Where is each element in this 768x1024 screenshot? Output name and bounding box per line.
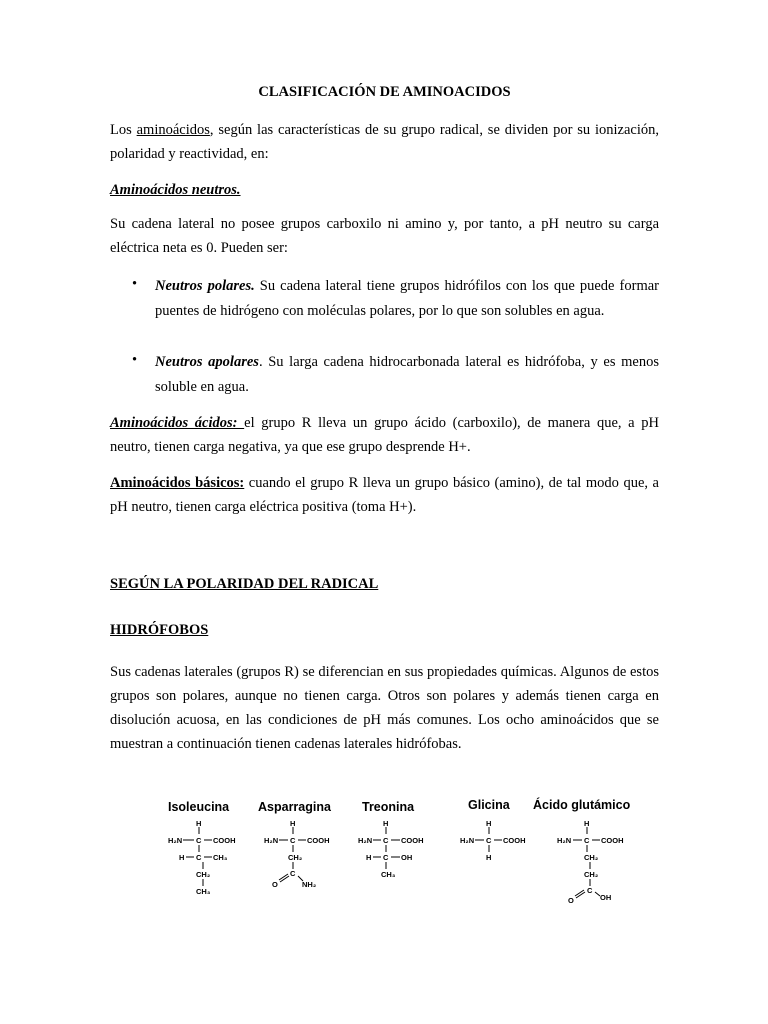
intro-paragraph (110, 118, 659, 166)
basicos-text: cuando el grupo R lleva un grupo básico (amino), de tal modo que, a pH neutro, tienen carga eléctrica positiva (toma H+). (110, 475, 659, 515)
atom-c: C (290, 836, 296, 845)
atom-o: O (568, 896, 574, 905)
atom-ch2: CH₂ (288, 853, 303, 862)
label-isoleucina: Isoleucina (168, 800, 230, 814)
atom-ch2: CH₂ (196, 870, 211, 879)
acidos-text: el grupo R lleva un grupo ácido (carboxilo), de manera que, a pH neutro, tienen carga negativa, ya que ese grupo desprende H+. (110, 415, 659, 455)
atom-amine: H₂N (557, 836, 572, 845)
atom-amine: H₂N (168, 836, 183, 845)
basicos-paragraph (110, 471, 659, 519)
basicos-heading: Aminoácidos básicos: (110, 475, 245, 491)
aminoacidos-link[interactable]: aminoácidos (136, 122, 210, 138)
atom-c: C (290, 869, 296, 878)
atom-cooh: COOH (503, 836, 526, 845)
atom-c: C (486, 836, 492, 845)
atom-c: C (584, 836, 590, 845)
atom-oh: OH (600, 893, 612, 902)
atom-ch2: CH₂ (584, 853, 599, 862)
list-item-neutros-apolares (155, 350, 659, 400)
atom-c: C (196, 836, 202, 845)
atom-amine: H₂N (460, 836, 475, 845)
atom-c: C (587, 886, 593, 895)
acidos-heading: Aminoácidos ácidos: (110, 415, 245, 431)
atom-c: C (196, 853, 202, 862)
atom-ch3: CH₃ (381, 870, 396, 879)
atom-h: H (584, 819, 590, 828)
atom-c: C (383, 836, 389, 845)
list-item-text: Su cadena lateral tiene grupos hidrófilos con los que puede formar puentes de hidrógeno con moléculas polares, por lo que son solubles en agua. (155, 278, 659, 319)
label-asparragina: Asparragina (258, 800, 331, 814)
label-acido-glutamico: Ácido glutámico (533, 798, 631, 812)
atom-ch2: CH₂ (584, 870, 599, 879)
atom-h: H (486, 853, 492, 862)
acidos-paragraph (110, 411, 659, 459)
section-heading-polaridad: SEGÚN LA POLARIDAD DEL RADICAL (110, 576, 379, 592)
list-item-term: Neutros apolares (155, 354, 259, 370)
label-treonina: Treonina (362, 800, 415, 814)
atom-cooh: COOH (213, 836, 236, 845)
atom-ch3: CH₃ (196, 887, 211, 896)
label-glicina: Glicina (468, 798, 510, 812)
atom-cooh: COOH (307, 836, 330, 845)
atom-amine: H₂N (358, 836, 373, 845)
atom-nh2: NH₂ (302, 880, 317, 889)
atom-h: H (366, 853, 372, 862)
intro-rest: , según las características de su grupo radical, se dividen por su ionización, polaridad y reactividad, en: (110, 122, 660, 162)
atom-o: O (272, 880, 278, 889)
atom-cooh: COOH (401, 836, 424, 845)
intro-prefix: Los (110, 122, 137, 138)
atom-oh: OH (401, 853, 413, 862)
list-item-text: . Su larga cadena hidrocarbonada lateral es hidrófoba, y es menos soluble en agua. (155, 354, 659, 395)
list-item-neutros-polares (155, 274, 659, 324)
atom-h: H (196, 819, 202, 828)
atom-h: H (486, 819, 492, 828)
neutros-heading-row (110, 178, 659, 202)
atom-amine: H₂N (264, 836, 279, 845)
atom-h: H (179, 853, 185, 862)
atom-c: C (383, 853, 389, 862)
page-title: CLASIFICACIÓN DE AMINOACIDOS (258, 84, 511, 100)
section-heading-hidrofobos: HIDRÓFOBOS (110, 622, 209, 638)
bullet-icon: • (132, 352, 138, 368)
atom-cooh: COOH (601, 836, 624, 845)
neutros-heading: Aminoácidos neutros. (110, 182, 241, 198)
atom-h: H (290, 819, 296, 828)
hidrofobos-paragraph: Sus cadenas laterales (grupos R) se diferencian en sus propiedades químicas. Algunos de estos grupos son polares, aunque no tienen carga. Otros son polares y además tienen carga en disolución acuosa, en las condiciones de pH más comunes. Los ocho aminoácidos que se muestran a continuación tienen cadenas laterales hidrófobas. (110, 664, 659, 752)
bullet-icon: • (132, 276, 138, 292)
list-item-term: Neutros polares. (155, 278, 255, 294)
neutros-paragraph: Su cadena lateral no posee grupos carboxilo ni amino y, por tanto, a pH neutro su carga eléctrica neta es 0. Pueden ser: (110, 216, 659, 256)
atom-h: H (383, 819, 389, 828)
atom-ch3: CH₃ (213, 853, 228, 862)
